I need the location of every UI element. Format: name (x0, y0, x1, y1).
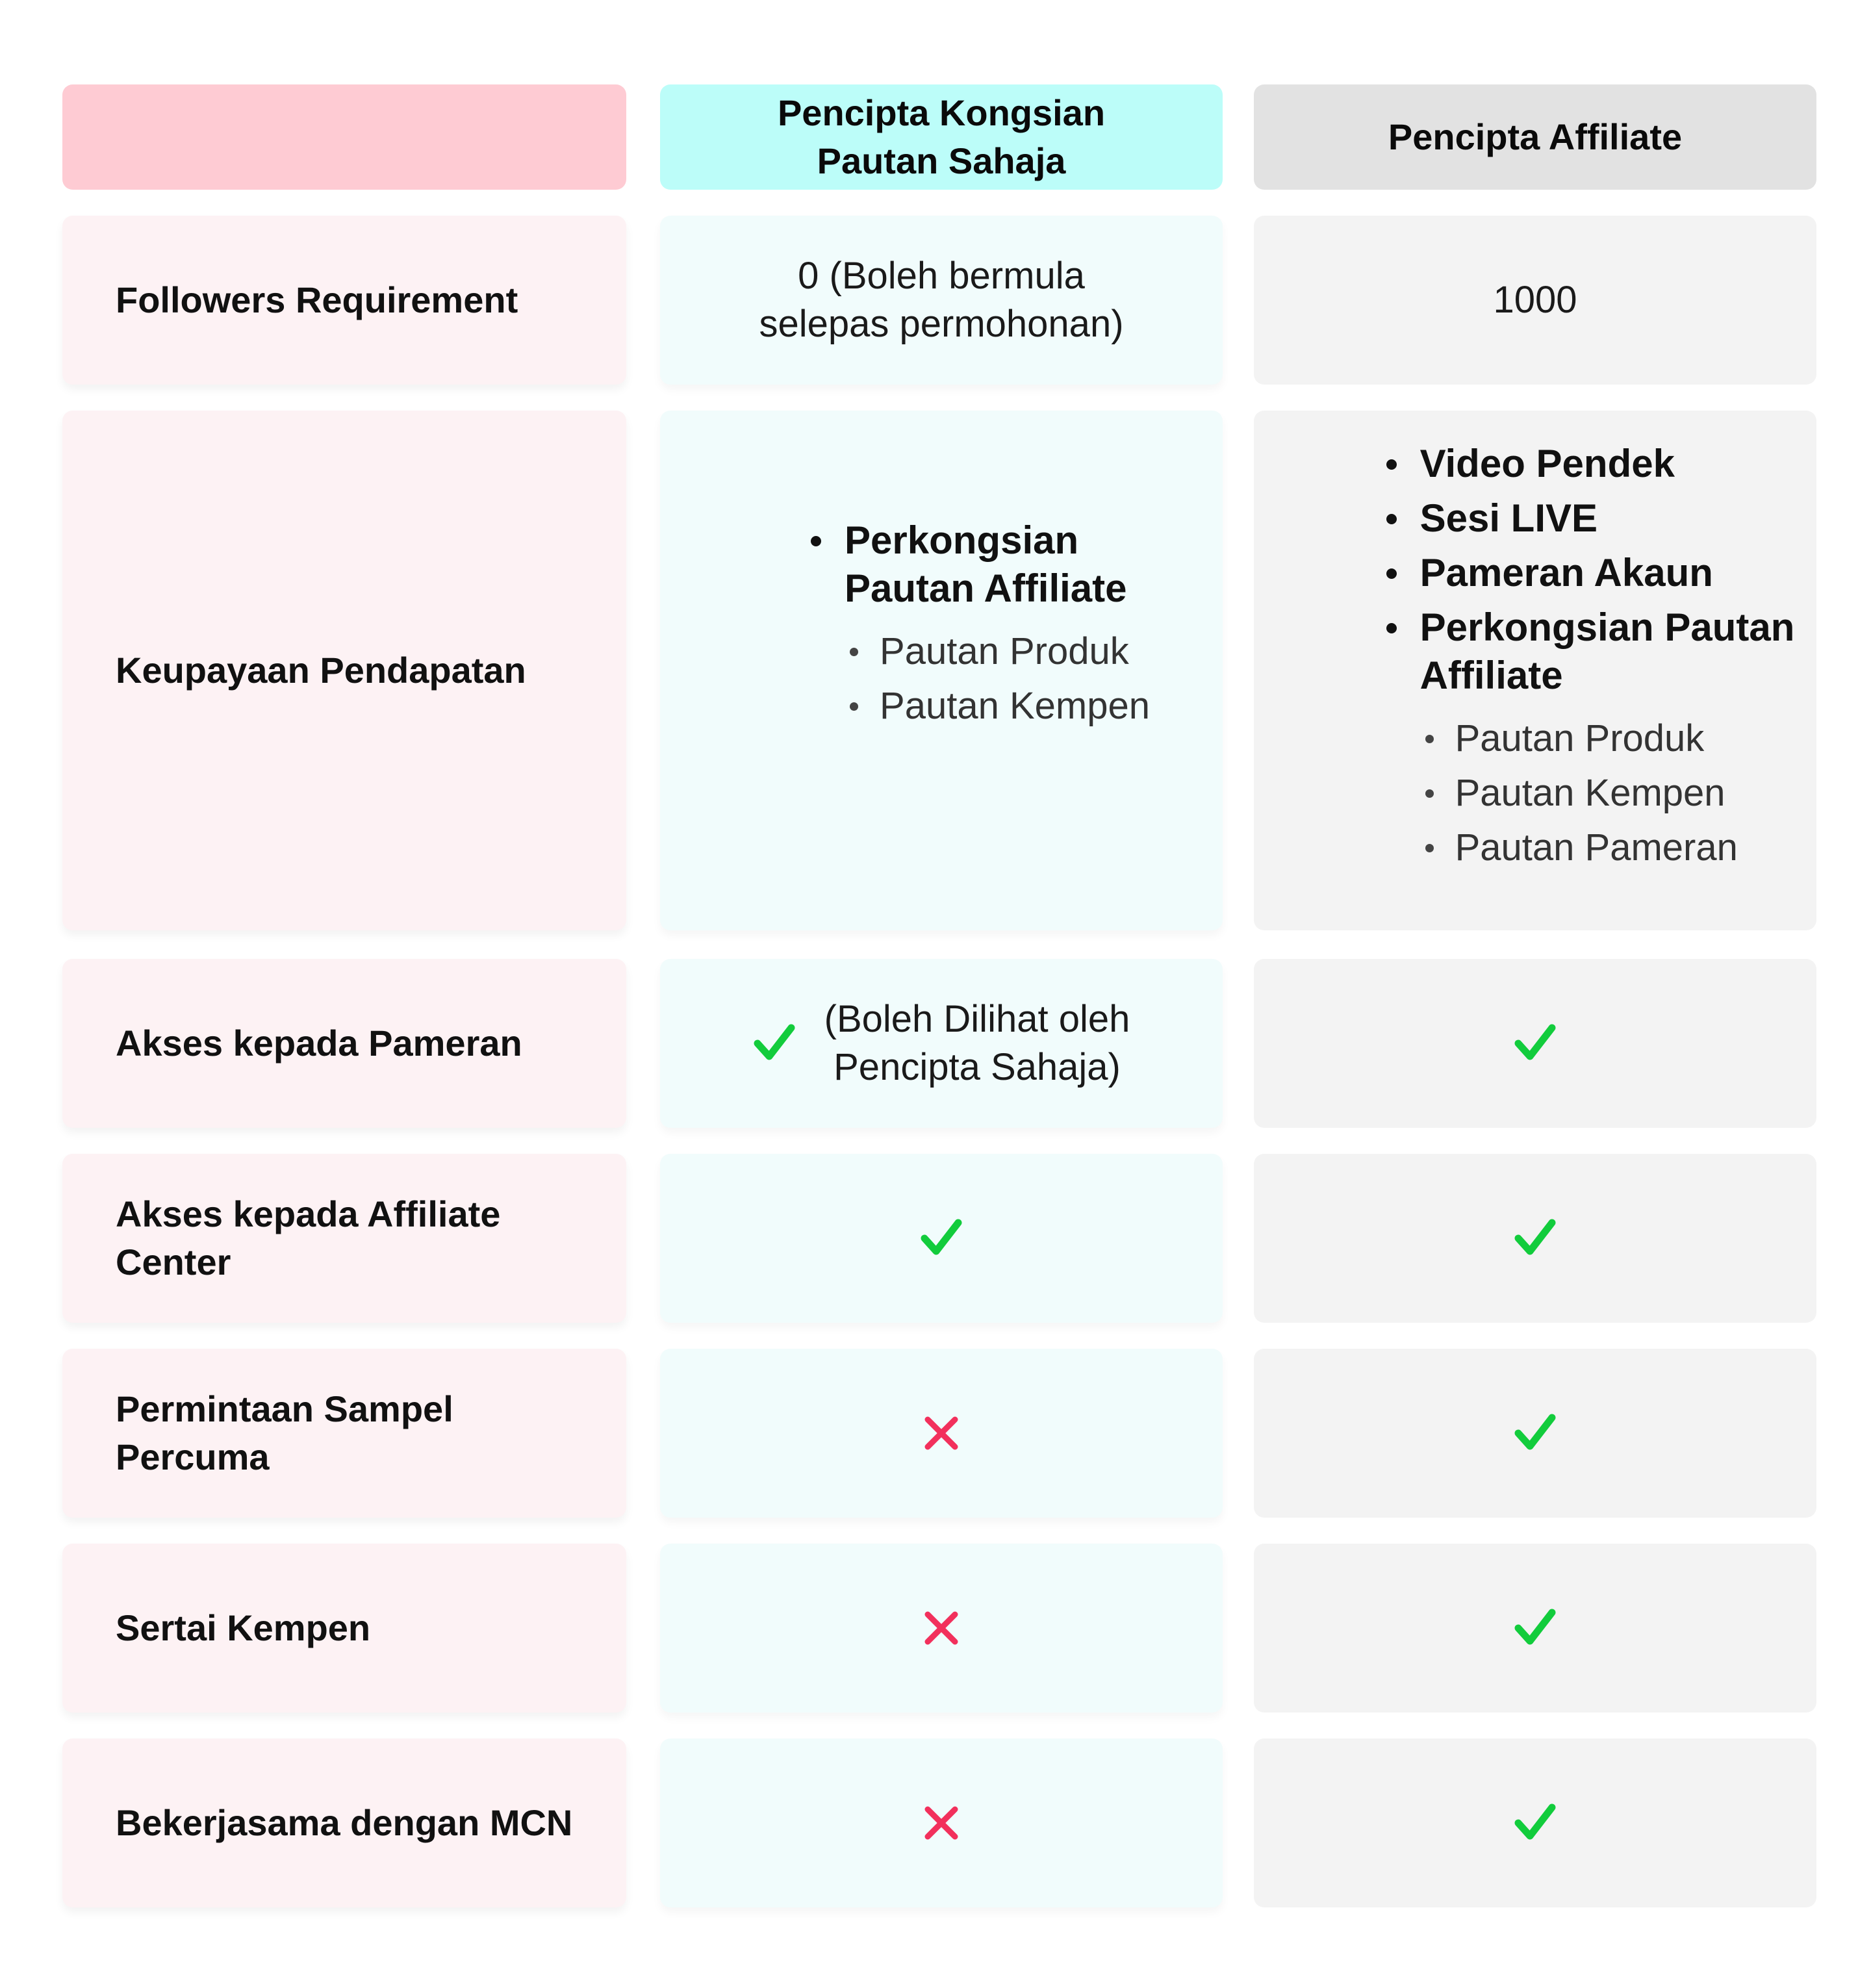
cell-affiliate-showcase (1254, 959, 1816, 1128)
row-label-affiliate-center (62, 1154, 626, 1323)
header-creator-sharing (660, 84, 1223, 190)
list-item: Perkongsian Pautan Affiliate Pautan Produk Pautan Kempen (804, 516, 1150, 733)
value-text: 1000 (1493, 279, 1577, 321)
value-line: 0 (Boleh bermula (798, 255, 1085, 297)
cell-sharing-showcase (660, 959, 1223, 1128)
check-icon (1514, 1217, 1557, 1260)
row-label: Followers Requirement (116, 279, 518, 320)
row-label-line: Akses kepada Affiliate (116, 1193, 501, 1234)
row-label: Sertai Kempen (116, 1607, 371, 1648)
list-item: Pameran Akaun (1380, 549, 1795, 597)
list-item: Sesi LIVE (1380, 494, 1795, 542)
check-icon (753, 1022, 796, 1065)
check-icon (1514, 1022, 1557, 1065)
check-icon (920, 1217, 963, 1260)
cell-affiliate-free-sample (1254, 1349, 1816, 1518)
sub-list-item: Pautan Pameran (1420, 821, 1795, 875)
earning-list (1380, 440, 1795, 882)
header-sharing-line2: Pautan Sahaja (817, 140, 1066, 181)
cell-sharing-free-sample (660, 1349, 1223, 1518)
earning-list (804, 516, 1150, 740)
cross-icon (920, 1802, 963, 1844)
header-sharing-line1: Pencipta Kongsian (777, 92, 1106, 133)
sub-list-item: Pautan Produk (1420, 711, 1795, 766)
cell-sharing-earning (660, 411, 1223, 930)
header-label-cell (62, 84, 626, 190)
cross-icon (920, 1412, 963, 1455)
row-label: Akses kepada Pameran (116, 1023, 522, 1064)
cell-sharing-followers (660, 216, 1223, 385)
sub-list-item: Pautan Kempen (845, 679, 1150, 733)
value-line: selepas permohonan) (759, 303, 1124, 345)
row-label-earning (62, 411, 626, 930)
note-line: (Boleh Dilihat oleh (824, 998, 1130, 1040)
cross-icon (920, 1607, 963, 1650)
row-label-line: Center (116, 1242, 231, 1282)
cell-sharing-affiliate-center (660, 1154, 1223, 1323)
check-icon (1514, 1412, 1557, 1455)
note-line: Pencipta Sahaja) (834, 1046, 1121, 1088)
list-item: Video Pendek (1380, 440, 1795, 488)
cell-affiliate-mcn (1254, 1739, 1816, 1907)
row-label-free-sample (62, 1349, 626, 1518)
sub-list-item: Pautan Kempen (1420, 766, 1795, 821)
cell-affiliate-affiliate-center (1254, 1154, 1816, 1323)
list-item: Perkongsian Pautan Affiliate Pautan Produk Pautan Kempen Pautan Pameran (1380, 604, 1795, 875)
row-label: Bekerjasama dengan MCN (116, 1802, 573, 1843)
cell-sharing-mcn (660, 1739, 1223, 1907)
row-label-mcn (62, 1739, 626, 1907)
cell-sharing-join-campaign (660, 1544, 1223, 1713)
header-affiliate-title: Pencipta Affiliate (1388, 116, 1683, 157)
sub-list (1420, 711, 1795, 875)
cell-affiliate-join-campaign (1254, 1544, 1816, 1713)
cell-affiliate-followers (1254, 216, 1816, 385)
row-label-line: Permintaan Sampel (116, 1388, 453, 1429)
row-label-followers (62, 216, 626, 385)
row-label-join-campaign (62, 1544, 626, 1713)
row-label: Keupayaan Pendapatan (116, 650, 526, 691)
check-icon (1514, 1607, 1557, 1650)
row-label-showcase (62, 959, 626, 1128)
row-label-line: Percuma (116, 1436, 270, 1477)
cell-affiliate-earning (1254, 411, 1816, 930)
sub-list (845, 624, 1150, 733)
check-icon (1514, 1802, 1557, 1844)
sub-list-item: Pautan Produk (845, 624, 1150, 679)
header-creator-affiliate (1254, 84, 1816, 190)
